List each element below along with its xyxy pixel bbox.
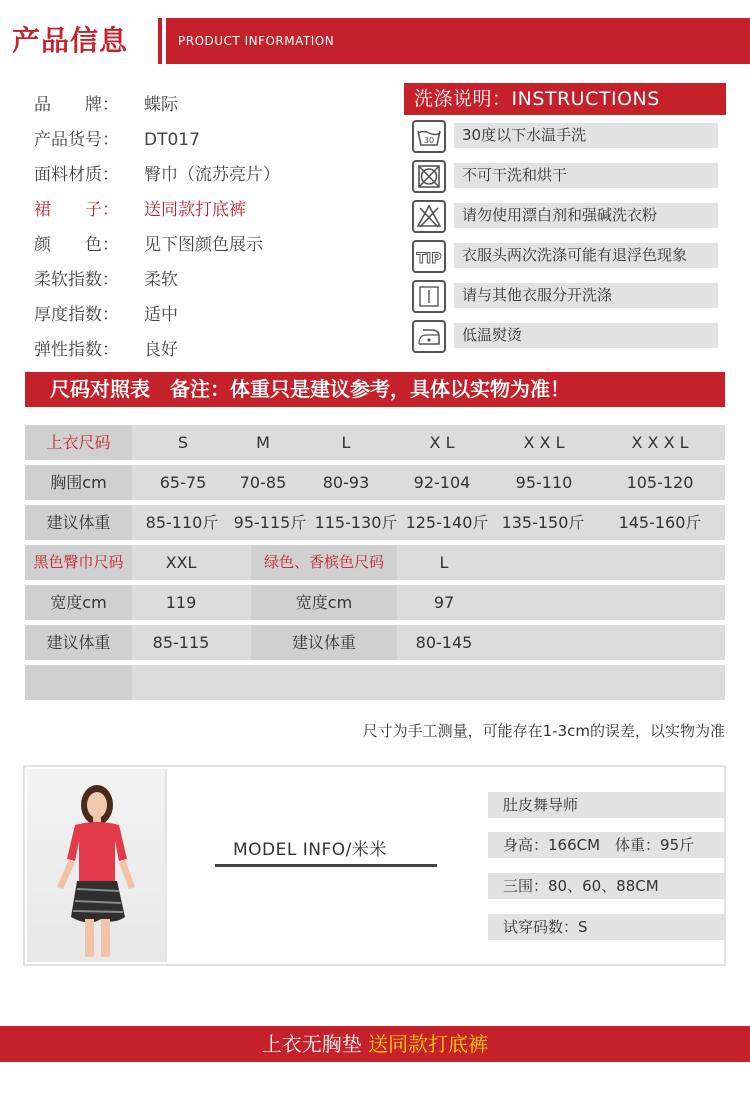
table-row-empty xyxy=(25,663,725,703)
care-text: 30度以下水温手洗 xyxy=(454,123,718,148)
tip-label: TIP xyxy=(416,251,442,267)
info-value: 柔软 xyxy=(144,270,178,290)
table-cell: 145-160斤 xyxy=(618,513,702,532)
wash-30-icon xyxy=(412,120,446,153)
table-header-cell: 黑色臀巾尺码 xyxy=(33,553,124,571)
model-detail-row: 三围：80、60、88CM xyxy=(488,873,726,899)
model-detail-row: 试穿码数：S xyxy=(488,914,726,940)
table-header-cell: L xyxy=(439,553,449,572)
table-row xyxy=(25,463,725,503)
info-row-skirt xyxy=(34,193,394,228)
info-value: 适中 xyxy=(144,305,178,325)
info-value: 良好 xyxy=(144,340,178,360)
table-header-cell: 上衣尺码 xyxy=(46,433,111,452)
table-row-label: 宽度cm xyxy=(50,593,107,612)
product-info-list xyxy=(34,88,394,368)
table-row xyxy=(25,623,725,663)
model-detail-row: 肚皮舞导师 xyxy=(488,792,726,818)
model-photo xyxy=(27,769,167,962)
footer-highlight: 送同款打底裤 xyxy=(368,1032,489,1056)
care-text: 请勿使用漂白剂和强碱洗衣粉 xyxy=(454,203,718,228)
care-title: 洗涤说明：INSTRUCTIONS xyxy=(404,83,726,115)
info-key: 产品货号： xyxy=(34,130,119,150)
table-cell: 105-120 xyxy=(626,473,694,492)
tip-icon xyxy=(412,240,446,273)
care-item xyxy=(412,158,718,198)
care-item xyxy=(412,278,718,318)
table-header-cell: X X X L xyxy=(631,433,689,452)
table-header-cell: XXL xyxy=(165,553,197,572)
table-cell: 80-93 xyxy=(322,473,370,492)
table-cell: 92-104 xyxy=(413,473,471,492)
header-gap xyxy=(162,18,166,64)
info-value: 送同款打底裤 xyxy=(144,200,246,220)
info-row-color xyxy=(34,228,394,263)
info-row-material xyxy=(34,158,394,193)
care-list xyxy=(412,118,718,358)
table-row xyxy=(25,423,725,463)
footer-banner xyxy=(0,1026,750,1062)
info-key: 弹性指数： xyxy=(34,340,119,360)
table-cell: 85-110斤 xyxy=(145,513,219,532)
section-title: 产品信息 xyxy=(0,18,158,64)
table-header-cell: 绿色、香槟色尺码 xyxy=(263,553,384,571)
info-value: DT017 xyxy=(144,130,200,150)
table-cell: 135-150斤 xyxy=(501,513,585,532)
table-row-label: 建议体重 xyxy=(291,633,356,652)
model-info-underline xyxy=(215,864,437,867)
info-value: 见下图颜色展示 xyxy=(144,235,263,255)
model-info-box xyxy=(23,765,726,966)
info-key: 厚度指数： xyxy=(34,305,119,325)
info-row-elasticity xyxy=(34,333,394,368)
info-key: 颜 色： xyxy=(34,235,119,255)
care-item xyxy=(412,238,718,278)
table-cell: 80-145 xyxy=(415,633,473,652)
care-item xyxy=(412,318,718,358)
table-header-cell: L xyxy=(341,433,351,452)
info-row-thickness xyxy=(34,298,394,333)
table-cell: 70-85 xyxy=(239,473,287,492)
size-table xyxy=(25,423,725,703)
care-text: 衣服头两次洗涤可能有退浮色现象 xyxy=(454,243,718,268)
info-key: 裙 子： xyxy=(34,200,119,220)
no-bleach-icon xyxy=(412,200,446,233)
table-header-cell: X X L xyxy=(523,433,565,452)
table-cell: 65-75 xyxy=(159,473,207,492)
table-row xyxy=(25,543,725,583)
table-row-label: 胸围cm xyxy=(50,473,107,492)
footer-text: 上衣无胸垫 xyxy=(261,1032,362,1056)
info-row-softness xyxy=(34,263,394,298)
section-subtitle: PRODUCT INFORMATION xyxy=(178,34,335,48)
table-row xyxy=(25,583,725,623)
info-row-brand xyxy=(34,88,394,123)
table-cell: 115-130斤 xyxy=(314,513,398,532)
table-cell: 119 xyxy=(165,593,197,612)
table-header-cell: M xyxy=(256,433,270,452)
info-value: 蝶际 xyxy=(144,95,178,115)
care-text: 不可干洗和烘干 xyxy=(454,163,718,188)
table-cell: 97 xyxy=(433,593,455,612)
care-text: 低温熨烫 xyxy=(454,323,718,348)
table-cell: 125-140斤 xyxy=(405,513,489,532)
low-iron-icon xyxy=(412,320,446,353)
care-item xyxy=(412,118,718,158)
info-value: 臀巾（流苏亮片） xyxy=(144,165,280,185)
table-row-label: 建议体重 xyxy=(46,633,111,652)
info-key: 品 牌： xyxy=(34,95,119,115)
table-cell: 85-115 xyxy=(152,633,210,652)
no-dryclean-icon xyxy=(412,160,446,193)
section-header xyxy=(0,18,750,64)
table-row xyxy=(25,503,725,543)
table-header-cell: S xyxy=(177,433,189,452)
size-chart-banner: 尺码对照表 备注：体重只是建议参考，具体以实物为准！ xyxy=(25,372,725,407)
table-cell: 95-110 xyxy=(515,473,573,492)
table-cell: 95-115斤 xyxy=(233,513,307,532)
table-row-label: 建议体重 xyxy=(46,513,111,532)
care-text: 请与其他衣服分开洗涤 xyxy=(454,283,718,308)
measurement-note: 尺寸为手工测量，可能存在1-3cm的误差，以实物为准 xyxy=(362,722,725,740)
info-row-sku xyxy=(34,123,394,158)
model-detail-row: 身高：166CM 体重：95斤 xyxy=(488,832,726,858)
info-key: 柔软指数： xyxy=(34,270,119,290)
separate-wash-icon xyxy=(412,280,446,313)
wash-temp-label: 30 xyxy=(423,136,435,145)
table-header-cell: X L xyxy=(429,433,455,452)
care-item xyxy=(412,198,718,238)
model-info-title: MODEL INFO/米米 xyxy=(233,840,387,860)
table-row-label: 宽度cm xyxy=(295,593,353,612)
info-key: 面料材质： xyxy=(34,165,119,185)
